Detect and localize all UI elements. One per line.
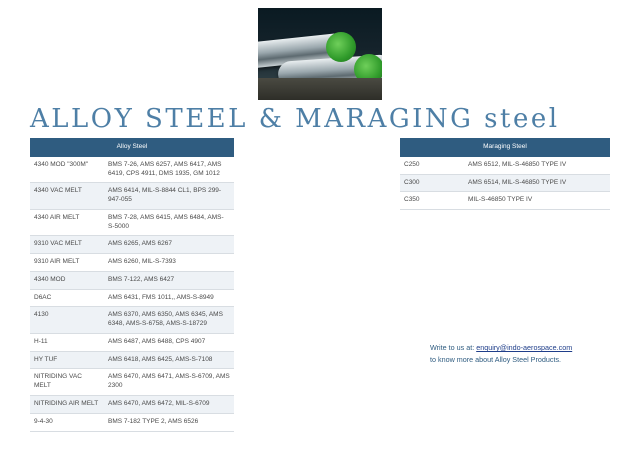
spec-cell: AMS 6260, MIL-S-7393 (104, 254, 234, 272)
grade-cell: 4340 MOD (30, 271, 104, 289)
alloy-steel-table-body (30, 157, 234, 431)
spec-cell: MIL-S-46850 TYPE IV (464, 192, 610, 210)
spec-cell: AMS 6470, AMS 6471, AMS-S-6709, AMS 2300 (104, 369, 234, 396)
table-row (30, 413, 234, 431)
spec-cell: AMS 6370, AMS 6350, AMS 6345, AMS 6348, AMS-S-6758, AMS-S-18729 (104, 307, 234, 334)
grade-cell: 4340 VAC MELT (30, 183, 104, 210)
spec-cell: AMS 6470, AMS 6472, MIL-S-6709 (104, 396, 234, 414)
grade-cell: 4130 (30, 307, 104, 334)
maraging-steel-table (400, 138, 610, 210)
table-row (30, 254, 234, 272)
table-row (30, 183, 234, 210)
table-row (30, 236, 234, 254)
spec-cell: BMS 7-122, AMS 6427 (104, 271, 234, 289)
spec-cell: AMS 6265, AMS 6267 (104, 236, 234, 254)
maraging-steel-table-body (400, 157, 610, 210)
contact-suffix: to know more about Alloy Steel Products. (430, 354, 562, 364)
table-row (30, 209, 234, 236)
steel-bars-photo (258, 8, 382, 100)
grade-cell: 9310 AIR MELT (30, 254, 104, 272)
table-row (30, 157, 234, 183)
contact-prefix: Write to us at: (430, 343, 477, 352)
grade-cell: D6AC (30, 289, 104, 307)
grade-cell: C250 (400, 157, 464, 174)
contact-email-link[interactable]: enquiry@indo-aerospace.com (476, 343, 573, 352)
table-row (400, 174, 610, 192)
table-row (400, 192, 610, 210)
grade-cell: 4340 MOD "300M" (30, 157, 104, 183)
spec-cell: AMS 6414, MIL-S-8844 CL1, BPS 299-947-055 (104, 183, 234, 210)
spec-cell: AMS 6512, MIL-S-46850 TYPE IV (464, 157, 610, 174)
grade-cell: C350 (400, 192, 464, 210)
table-row (30, 396, 234, 414)
table-row (30, 307, 234, 334)
grade-cell: 4340 AIR MELT (30, 209, 104, 236)
table-row (30, 333, 234, 351)
grade-cell: HY TUF (30, 351, 104, 369)
maraging-steel-table-header: Maraging Steel (400, 138, 610, 157)
table-row (30, 369, 234, 396)
grade-cell: H-11 (30, 333, 104, 351)
spec-cell: BMS 7-28, AMS 6415, AMS 6484, AMS-S-5000 (104, 209, 234, 236)
alloy-steel-table-header: Alloy Steel (30, 138, 234, 157)
spec-cell: AMS 6418, AMS 6425, AMS-S-7108 (104, 351, 234, 369)
spec-cell: AMS 6514, MIL-S-46850 TYPE IV (464, 174, 610, 192)
photo-floor (258, 78, 382, 100)
grade-cell: NITRIDING AIR MELT (30, 396, 104, 414)
spec-cell: AMS 6431, FMS 1011,, AMS-S-8949 (104, 289, 234, 307)
table-row (400, 157, 610, 174)
page-title: ALLOY STEEL & MARAGING steel (30, 104, 560, 134)
grade-cell: 9310 VAC MELT (30, 236, 104, 254)
spec-cell: BMS 7-26, AMS 6257, AMS 6417, AMS 6419, CPS 4911, DMS 1935, GM 1012 (104, 157, 234, 183)
grade-cell: C300 (400, 174, 464, 192)
table-row (30, 289, 234, 307)
spec-cell: BMS 7-182 TYPE 2, AMS 6526 (104, 413, 234, 431)
contact-note (430, 342, 630, 365)
table-row (30, 271, 234, 289)
table-row (30, 351, 234, 369)
green-end-cap-image (326, 32, 356, 62)
grade-cell: NITRIDING VAC MELT (30, 369, 104, 396)
spec-cell: AMS 6487, AMS 6488, CPS 4907 (104, 333, 234, 351)
alloy-steel-table (30, 138, 234, 432)
grade-cell: 9-4-30 (30, 413, 104, 431)
